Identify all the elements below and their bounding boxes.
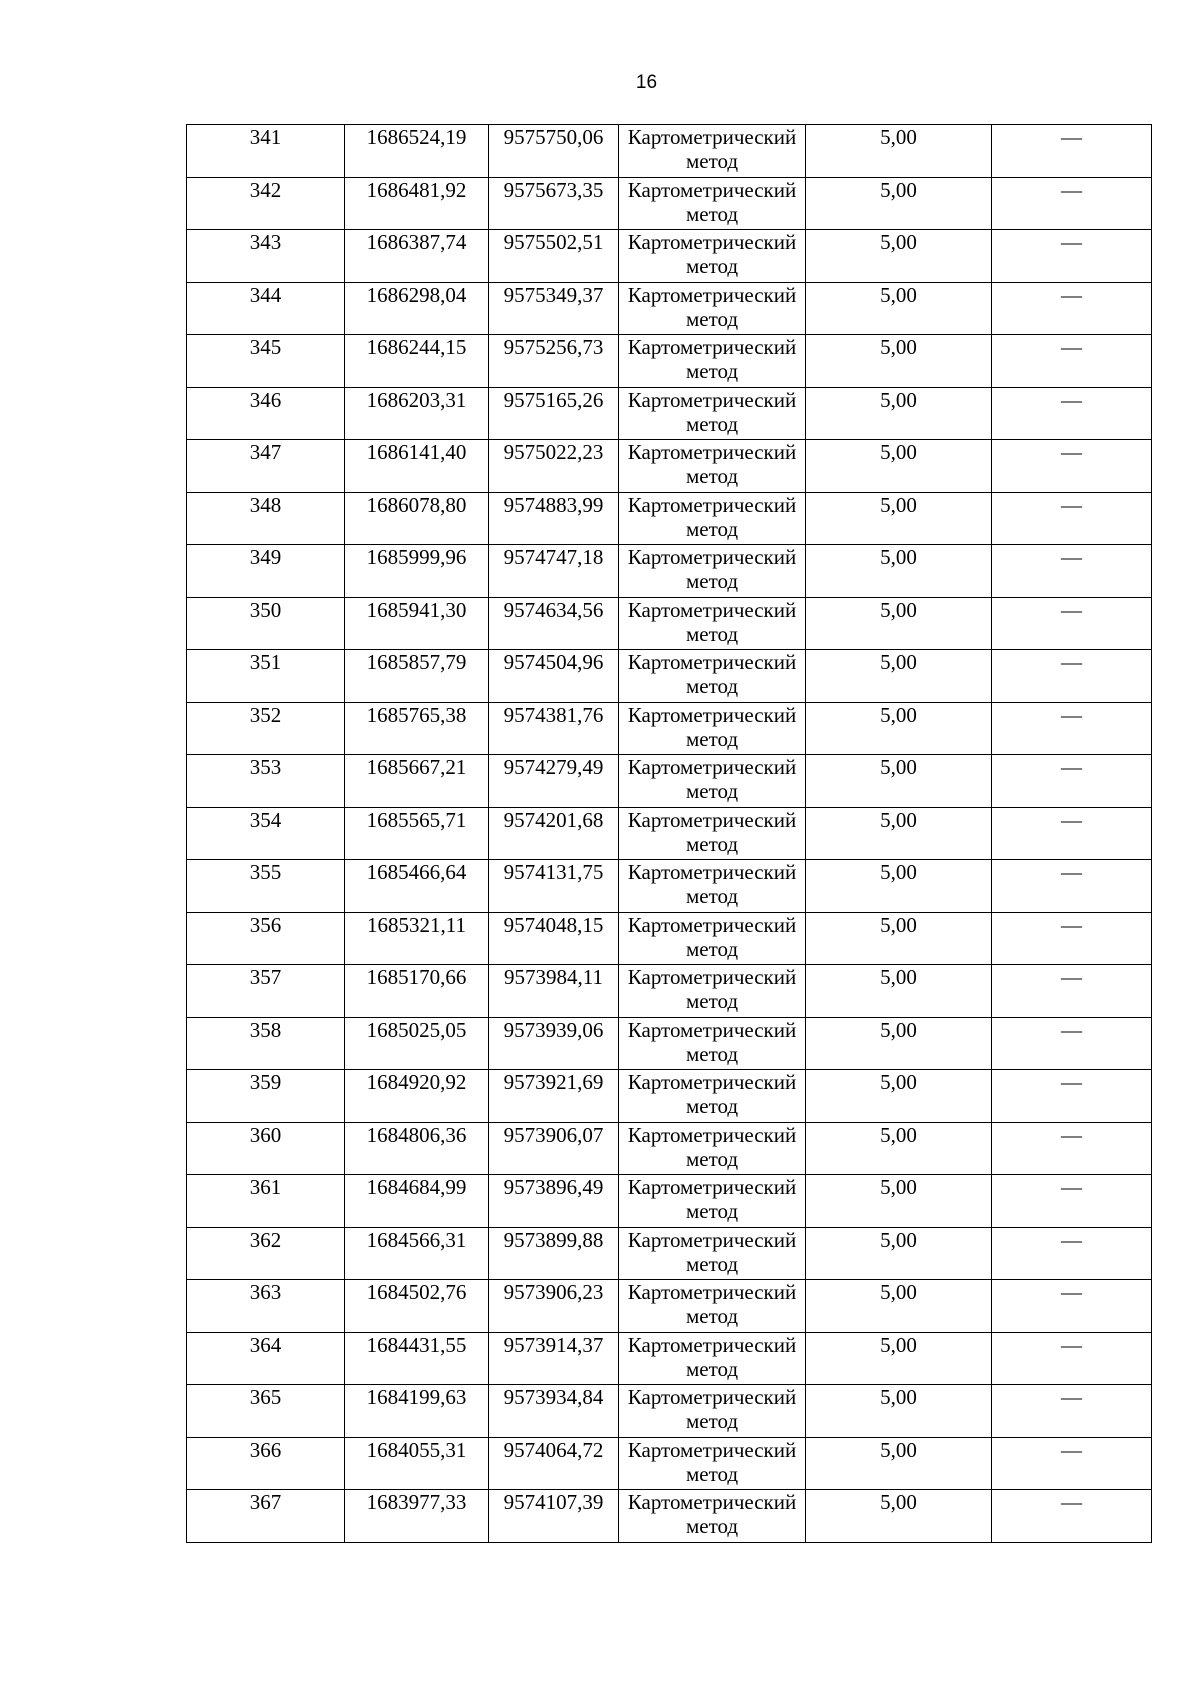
- method-cell: Картометрический метод: [619, 545, 806, 598]
- accuracy-cell: 5,00: [806, 1175, 992, 1228]
- accuracy-cell: 5,00: [806, 387, 992, 440]
- description-cell: —: [992, 440, 1152, 493]
- description-cell: —: [992, 387, 1152, 440]
- point-number-cell: 354: [187, 807, 345, 860]
- table-row: [187, 125, 1152, 178]
- point-number-cell: 359: [187, 1070, 345, 1123]
- point-number-cell: 367: [187, 1490, 345, 1543]
- accuracy-cell: 5,00: [806, 755, 992, 808]
- description-cell: —: [992, 965, 1152, 1018]
- point-number-cell: 356: [187, 912, 345, 965]
- table-row: [187, 965, 1152, 1018]
- point-number-cell: 345: [187, 335, 345, 388]
- y-coordinate-cell: 9575165,26: [489, 387, 619, 440]
- x-coordinate-cell: 1686524,19: [345, 125, 489, 178]
- method-cell: Картометрический метод: [619, 387, 806, 440]
- point-number-cell: 350: [187, 597, 345, 650]
- x-coordinate-cell: 1686481,92: [345, 177, 489, 230]
- point-number-cell: 346: [187, 387, 345, 440]
- accuracy-cell: 5,00: [806, 545, 992, 598]
- point-number-cell: 342: [187, 177, 345, 230]
- point-number-cell: 361: [187, 1175, 345, 1228]
- method-cell: Картометрический метод: [619, 125, 806, 178]
- y-coordinate-cell: 9575502,51: [489, 230, 619, 283]
- y-coordinate-cell: 9574279,49: [489, 755, 619, 808]
- x-coordinate-cell: 1686244,15: [345, 335, 489, 388]
- table-row: [187, 702, 1152, 755]
- table-row: [187, 230, 1152, 283]
- method-cell: Картометрический метод: [619, 1017, 806, 1070]
- description-cell: —: [992, 1437, 1152, 1490]
- point-number-cell: 358: [187, 1017, 345, 1070]
- x-coordinate-cell: 1683977,33: [345, 1490, 489, 1543]
- accuracy-cell: 5,00: [806, 1122, 992, 1175]
- table-row: [187, 1437, 1152, 1490]
- description-cell: —: [992, 177, 1152, 230]
- method-cell: Картометрический метод: [619, 912, 806, 965]
- table-row: [187, 440, 1152, 493]
- x-coordinate-cell: 1685565,71: [345, 807, 489, 860]
- y-coordinate-cell: 9574634,56: [489, 597, 619, 650]
- y-coordinate-cell: 9574504,96: [489, 650, 619, 703]
- point-number-cell: 348: [187, 492, 345, 545]
- point-number-cell: 364: [187, 1332, 345, 1385]
- method-cell: Картометрический метод: [619, 1175, 806, 1228]
- point-number-cell: 360: [187, 1122, 345, 1175]
- accuracy-cell: 5,00: [806, 965, 992, 1018]
- x-coordinate-cell: 1685025,05: [345, 1017, 489, 1070]
- method-cell: Картометрический метод: [619, 440, 806, 493]
- description-cell: —: [992, 1227, 1152, 1280]
- x-coordinate-cell: 1686141,40: [345, 440, 489, 493]
- description-cell: —: [992, 702, 1152, 755]
- accuracy-cell: 5,00: [806, 650, 992, 703]
- accuracy-cell: 5,00: [806, 1227, 992, 1280]
- y-coordinate-cell: 9574747,18: [489, 545, 619, 598]
- table-row: [187, 1280, 1152, 1333]
- table-row: [187, 650, 1152, 703]
- method-cell: Картометрический метод: [619, 1227, 806, 1280]
- table-row: [187, 545, 1152, 598]
- table-row: [187, 860, 1152, 913]
- point-number-cell: 343: [187, 230, 345, 283]
- method-cell: Картометрический метод: [619, 860, 806, 913]
- point-number-cell: 355: [187, 860, 345, 913]
- table-row: [187, 1122, 1152, 1175]
- method-cell: Картометрический метод: [619, 1070, 806, 1123]
- point-number-cell: 353: [187, 755, 345, 808]
- method-cell: Картометрический метод: [619, 230, 806, 283]
- x-coordinate-cell: 1686387,74: [345, 230, 489, 283]
- table-row: [187, 1490, 1152, 1543]
- point-number-cell: 357: [187, 965, 345, 1018]
- y-coordinate-cell: 9575256,73: [489, 335, 619, 388]
- point-number-cell: 341: [187, 125, 345, 178]
- table-row: [187, 282, 1152, 335]
- method-cell: Картометрический метод: [619, 492, 806, 545]
- x-coordinate-cell: 1686203,31: [345, 387, 489, 440]
- accuracy-cell: 5,00: [806, 1017, 992, 1070]
- description-cell: —: [992, 335, 1152, 388]
- accuracy-cell: 5,00: [806, 1385, 992, 1438]
- x-coordinate-cell: 1684502,76: [345, 1280, 489, 1333]
- y-coordinate-cell: 9574883,99: [489, 492, 619, 545]
- point-number-cell: 349: [187, 545, 345, 598]
- description-cell: —: [992, 1017, 1152, 1070]
- accuracy-cell: 5,00: [806, 1332, 992, 1385]
- y-coordinate-cell: 9573896,49: [489, 1175, 619, 1228]
- y-coordinate-cell: 9574048,15: [489, 912, 619, 965]
- coordinates-table-body: [187, 125, 1152, 1543]
- y-coordinate-cell: 9573906,07: [489, 1122, 619, 1175]
- y-coordinate-cell: 9574131,75: [489, 860, 619, 913]
- y-coordinate-cell: 9575022,23: [489, 440, 619, 493]
- y-coordinate-cell: 9573939,06: [489, 1017, 619, 1070]
- accuracy-cell: 5,00: [806, 335, 992, 388]
- x-coordinate-cell: 1685857,79: [345, 650, 489, 703]
- page-number: 16: [635, 72, 658, 93]
- x-coordinate-cell: 1684684,99: [345, 1175, 489, 1228]
- description-cell: —: [992, 1332, 1152, 1385]
- accuracy-cell: 5,00: [806, 702, 992, 755]
- description-cell: —: [992, 912, 1152, 965]
- description-cell: —: [992, 807, 1152, 860]
- x-coordinate-cell: 1685667,21: [345, 755, 489, 808]
- x-coordinate-cell: 1685170,66: [345, 965, 489, 1018]
- method-cell: Картометрический метод: [619, 1437, 806, 1490]
- description-cell: —: [992, 1122, 1152, 1175]
- point-number-cell: 344: [187, 282, 345, 335]
- point-number-cell: 365: [187, 1385, 345, 1438]
- description-cell: —: [992, 230, 1152, 283]
- table-row: [187, 1017, 1152, 1070]
- table-row: [187, 1227, 1152, 1280]
- method-cell: Картометрический метод: [619, 597, 806, 650]
- y-coordinate-cell: 9574381,76: [489, 702, 619, 755]
- point-number-cell: 352: [187, 702, 345, 755]
- table-row: [187, 1385, 1152, 1438]
- x-coordinate-cell: 1686298,04: [345, 282, 489, 335]
- accuracy-cell: 5,00: [806, 912, 992, 965]
- y-coordinate-cell: 9574064,72: [489, 1437, 619, 1490]
- point-number-cell: 347: [187, 440, 345, 493]
- point-number-cell: 363: [187, 1280, 345, 1333]
- description-cell: —: [992, 755, 1152, 808]
- point-number-cell: 366: [187, 1437, 345, 1490]
- x-coordinate-cell: 1685321,11: [345, 912, 489, 965]
- x-coordinate-cell: 1686078,80: [345, 492, 489, 545]
- y-coordinate-cell: 9574201,68: [489, 807, 619, 860]
- accuracy-cell: 5,00: [806, 230, 992, 283]
- description-cell: —: [992, 1175, 1152, 1228]
- y-coordinate-cell: 9573906,23: [489, 1280, 619, 1333]
- point-number-cell: 351: [187, 650, 345, 703]
- y-coordinate-cell: 9575673,35: [489, 177, 619, 230]
- accuracy-cell: 5,00: [806, 282, 992, 335]
- table-row: [187, 1332, 1152, 1385]
- y-coordinate-cell: 9574107,39: [489, 1490, 619, 1543]
- table-row: [187, 335, 1152, 388]
- accuracy-cell: 5,00: [806, 807, 992, 860]
- table-row: [187, 387, 1152, 440]
- table-row: [187, 1070, 1152, 1123]
- method-cell: Картометрический метод: [619, 1490, 806, 1543]
- method-cell: Картометрический метод: [619, 702, 806, 755]
- x-coordinate-cell: 1684199,63: [345, 1385, 489, 1438]
- y-coordinate-cell: 9573914,37: [489, 1332, 619, 1385]
- accuracy-cell: 5,00: [806, 492, 992, 545]
- description-cell: —: [992, 282, 1152, 335]
- method-cell: Картометрический метод: [619, 1122, 806, 1175]
- x-coordinate-cell: 1685941,30: [345, 597, 489, 650]
- accuracy-cell: 5,00: [806, 125, 992, 178]
- method-cell: Картометрический метод: [619, 335, 806, 388]
- point-number-cell: 362: [187, 1227, 345, 1280]
- description-cell: —: [992, 545, 1152, 598]
- x-coordinate-cell: 1685765,38: [345, 702, 489, 755]
- table-row: [187, 1175, 1152, 1228]
- table-row: [187, 177, 1152, 230]
- method-cell: Картометрический метод: [619, 755, 806, 808]
- description-cell: —: [992, 597, 1152, 650]
- y-coordinate-cell: 9573984,11: [489, 965, 619, 1018]
- accuracy-cell: 5,00: [806, 597, 992, 650]
- method-cell: Картометрический метод: [619, 807, 806, 860]
- method-cell: Картометрический метод: [619, 1385, 806, 1438]
- x-coordinate-cell: 1684055,31: [345, 1437, 489, 1490]
- x-coordinate-cell: 1684806,36: [345, 1122, 489, 1175]
- method-cell: Картометрический метод: [619, 177, 806, 230]
- method-cell: Картометрический метод: [619, 1332, 806, 1385]
- y-coordinate-cell: 9575750,06: [489, 125, 619, 178]
- accuracy-cell: 5,00: [806, 1070, 992, 1123]
- y-coordinate-cell: 9573899,88: [489, 1227, 619, 1280]
- x-coordinate-cell: 1684431,55: [345, 1332, 489, 1385]
- method-cell: Картометрический метод: [619, 1280, 806, 1333]
- table-row: [187, 492, 1152, 545]
- accuracy-cell: 5,00: [806, 860, 992, 913]
- x-coordinate-cell: 1684920,92: [345, 1070, 489, 1123]
- description-cell: —: [992, 860, 1152, 913]
- description-cell: —: [992, 1280, 1152, 1333]
- x-coordinate-cell: 1685999,96: [345, 545, 489, 598]
- description-cell: —: [992, 1070, 1152, 1123]
- method-cell: Картометрический метод: [619, 282, 806, 335]
- table-row: [187, 912, 1152, 965]
- description-cell: —: [992, 1385, 1152, 1438]
- table-row: [187, 807, 1152, 860]
- method-cell: Картометрический метод: [619, 965, 806, 1018]
- accuracy-cell: 5,00: [806, 1280, 992, 1333]
- accuracy-cell: 5,00: [806, 177, 992, 230]
- description-cell: —: [992, 650, 1152, 703]
- method-cell: Картометрический метод: [619, 650, 806, 703]
- coordinates-table: [186, 124, 1152, 1543]
- x-coordinate-cell: 1684566,31: [345, 1227, 489, 1280]
- table-row: [187, 597, 1152, 650]
- y-coordinate-cell: 9573921,69: [489, 1070, 619, 1123]
- table-row: [187, 755, 1152, 808]
- description-cell: —: [992, 125, 1152, 178]
- y-coordinate-cell: 9575349,37: [489, 282, 619, 335]
- accuracy-cell: 5,00: [806, 440, 992, 493]
- x-coordinate-cell: 1685466,64: [345, 860, 489, 913]
- description-cell: —: [992, 492, 1152, 545]
- y-coordinate-cell: 9573934,84: [489, 1385, 619, 1438]
- accuracy-cell: 5,00: [806, 1437, 992, 1490]
- description-cell: —: [992, 1490, 1152, 1543]
- accuracy-cell: 5,00: [806, 1490, 992, 1543]
